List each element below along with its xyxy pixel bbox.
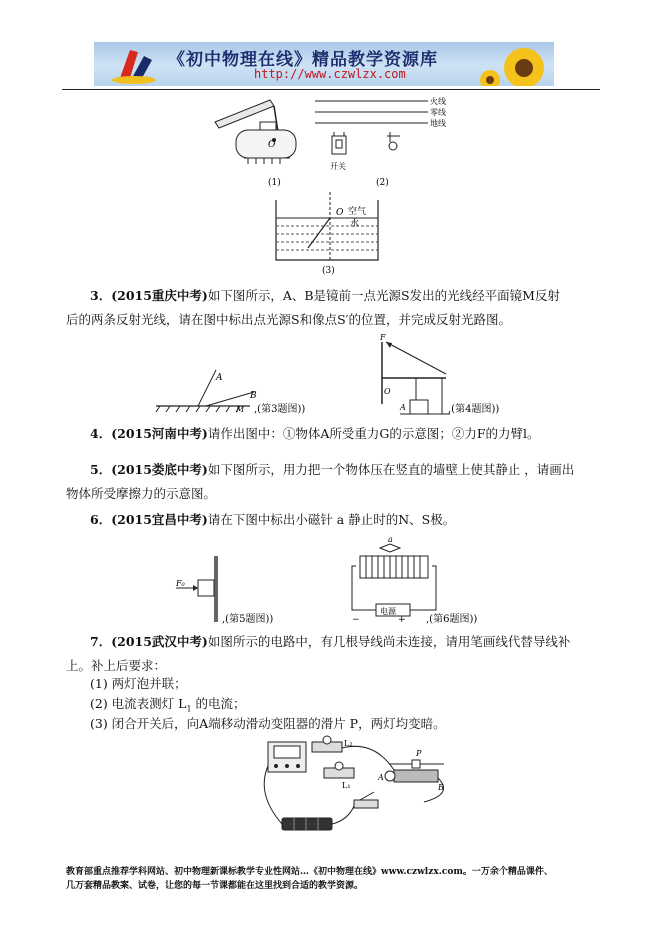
q5-source: (2015娄底中考) [111, 462, 208, 477]
figure-5-6 [170, 536, 530, 628]
figure-2-wiring [315, 101, 428, 154]
q4-text: 请作出图中：①物体A所受重力G的示意图；②力F的力臂l。 [207, 426, 540, 441]
water-label: 水 [350, 219, 360, 229]
fig7-rheostat [385, 760, 444, 782]
fig4-lever [382, 342, 450, 414]
figure-7-circuit [254, 734, 464, 842]
q3-source: (2015重庆中考) [111, 288, 208, 303]
q4-label-a: A [400, 403, 406, 412]
q3-label-b: B [250, 391, 257, 401]
fig7-lamp-l1 [324, 762, 354, 778]
q4-number: 4． [90, 426, 112, 441]
figure-circuit-optics [200, 92, 470, 282]
q3-label-a: A [216, 373, 223, 383]
q5-line1 [90, 458, 574, 482]
q3-number: 3． [90, 288, 112, 303]
q6-plus: + [398, 615, 406, 625]
q7-text-1: 如图所示的电路中，有几根导线尚未连接，请用笔画线代替导线补 [207, 634, 571, 649]
q6-number: 6． [90, 512, 112, 527]
fig-label-3: (3) [322, 266, 335, 276]
q7-label-b: B [438, 783, 444, 792]
q7-label-a: A [378, 773, 384, 782]
logo-icon [112, 50, 156, 84]
q7-line1 [90, 630, 570, 654]
q6-text: 请在下图中标出小磁针 a 静止时的N、S极。 [207, 512, 456, 527]
q7-req3: (3) 闭合开关后，向A端移动滑动变阻器的滑片 P，两灯均变暗。 [90, 716, 446, 731]
q7-label-p: P [416, 749, 422, 758]
fig1-o-label: O [268, 140, 276, 150]
q3-text-1: 如下图所示，A、B是镜前一点光源S发出的光线经平面镜M反射 [207, 288, 560, 303]
q5-fig-caption: ,(第5题图)) [222, 614, 274, 625]
q3-line2: 后的两条反射光线，请在图中标出点光源S和像点S′的位置，并完成反射光路图。 [66, 312, 511, 327]
fig-label-1: (1) [268, 178, 281, 188]
q7-req2-post: 的电流； [191, 696, 246, 711]
q5-line2: 物体所受摩擦力的示意图。 [66, 486, 217, 501]
footer-line1: 教育部重点推荐学科网站、初中物理新课标教学专业性网站…《初中物理在线》www.czwlzx.com。一万余个精品课件、 [66, 867, 553, 877]
fig6-solenoid [352, 544, 436, 616]
fig5-wall [176, 556, 218, 622]
q6-source: (2015宜昌中考) [111, 512, 208, 527]
q7-req1: (1) 两灯泡并联； [90, 676, 187, 691]
q4-label-o: O [384, 387, 391, 396]
figure-3-tank [276, 192, 378, 260]
q7-number: 7． [90, 634, 112, 649]
sunflower-icon [480, 48, 544, 86]
q3-line1 [90, 284, 560, 308]
q5-number: 5． [90, 462, 112, 477]
q7-label-l1: L₁ [342, 781, 351, 790]
header-rule [62, 89, 600, 90]
banner-url: http://www.czwlzx.com [254, 67, 406, 81]
fig3-o-label: O [336, 208, 344, 218]
fig7-ammeter [268, 742, 306, 772]
wire-live-label: 火线 [430, 97, 446, 106]
header-banner [94, 42, 554, 86]
q6-power-label: 电源 [380, 607, 396, 616]
q7-req2-sub: 1 [186, 704, 192, 714]
q4-source: (2015河南中考) [111, 426, 208, 441]
wire-ground-label: 地线 [430, 119, 446, 128]
q7-source: (2015武汉中考) [111, 634, 208, 649]
fig7-battery [282, 818, 332, 830]
q6-fig-caption: ,(第6题图)) [426, 614, 478, 625]
figure-3-4 [150, 330, 530, 418]
fig7-switch [354, 792, 378, 808]
q7-label-l2: L₂ [344, 739, 353, 748]
footer-line2: 几万套精品教案、试卷，让您的每一节课都能在这里找到合适的教学资源。 [66, 881, 364, 891]
q7-line2: 上。补上后要求： [66, 658, 167, 673]
wire-neutral-label: 零线 [430, 108, 446, 117]
q5-label-f: F₀ [176, 579, 185, 588]
q4-fig-caption: ,(第4题图)) [448, 404, 500, 415]
fig-label-2: (2) [376, 178, 389, 188]
fig7-lamp-l2 [312, 736, 342, 752]
switch-label: 开关 [330, 162, 346, 171]
q4-line [90, 422, 540, 446]
q3-fig-caption: ,(第3题图)) [254, 404, 306, 415]
figure-1-appliance [215, 100, 296, 164]
q5-text-1: 如下图所示，用力把一个物体压在竖直的墙壁上使其静止 ，请画出 [207, 462, 575, 477]
q6-label-a: a [388, 536, 393, 544]
air-label: 空气 [348, 207, 367, 217]
q7-req2-pre: (2) 电流表测灯 L [90, 696, 187, 711]
q3-label-m: M [236, 405, 245, 414]
banner-title: 《初中物理在线》精品教学资源库 [168, 50, 438, 70]
q4-label-f: F [380, 333, 386, 342]
q6-line [90, 508, 455, 532]
q6-minus: − [352, 615, 360, 625]
